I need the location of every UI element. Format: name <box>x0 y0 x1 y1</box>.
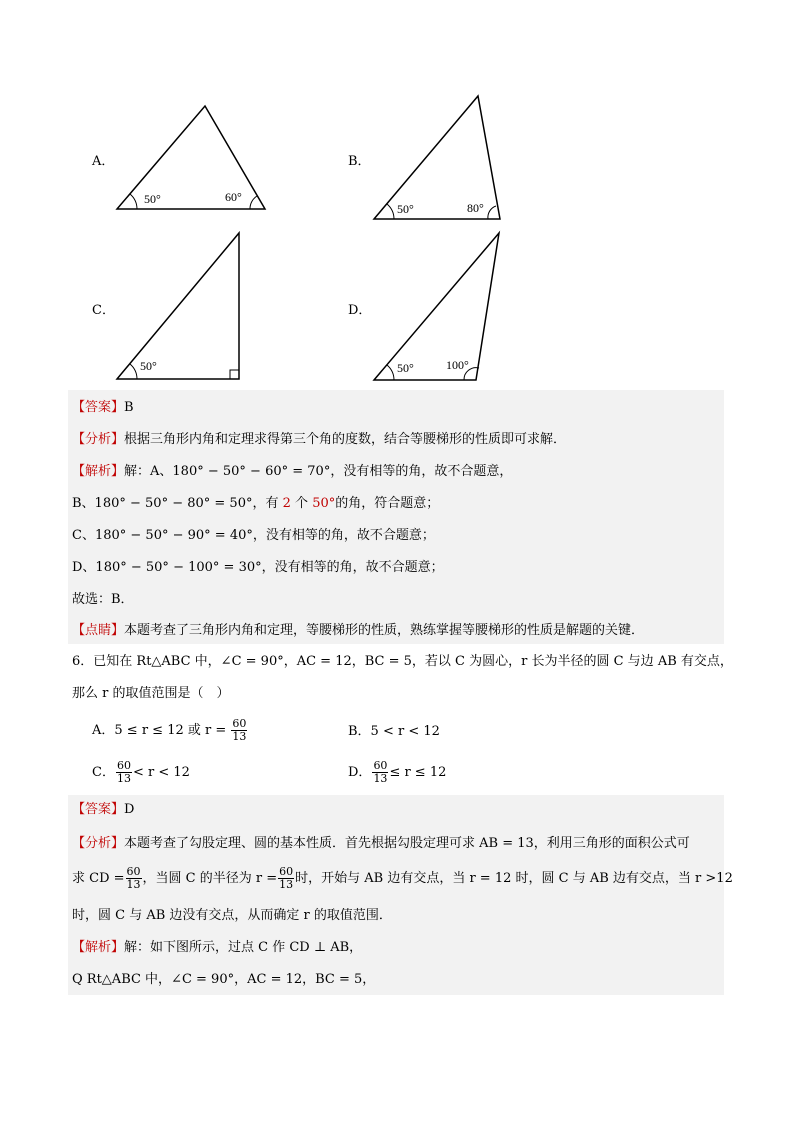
solution-text: 故选：B． <box>72 592 134 607</box>
q5-comment <box>72 621 644 641</box>
triangle-d-angle-right: 100° <box>446 358 469 372</box>
triangle-b-angle-left: 50° <box>397 202 414 216</box>
q6-stem-line-1 <box>72 652 733 672</box>
q6-solution-line-2 <box>72 970 375 990</box>
option-b-label: B． <box>348 154 371 169</box>
q5-answer <box>72 398 134 418</box>
triangle-a-angle-left: 50° <box>144 192 161 206</box>
q6-option-c <box>92 760 190 785</box>
triangle-c <box>117 233 239 379</box>
solution-text: 解：如下图所示，过点 C 作 CD ⊥ AB， <box>124 940 363 955</box>
q5-solution-line-3 <box>72 526 435 546</box>
analysis-text: 时，开始与 AB 边有交点，当 r = 12 时，圆 C 与 AB 边有交点，当 r >12 <box>295 871 733 886</box>
q6-analysis-line-2 <box>72 866 733 891</box>
analysis-text: 求 CD = <box>72 871 125 886</box>
q5-explanation-block <box>68 390 724 644</box>
option-text: A．5 ≤ r ≤ 12 或 r = <box>92 723 227 738</box>
answer-value: D <box>124 802 135 817</box>
analysis-text: 时，圆 C 与 AB 边没有交点，从而确定 r 的取值范围． <box>72 908 392 923</box>
option-a-label: A． <box>92 154 115 169</box>
triangle-figures <box>0 0 794 395</box>
option-text: ≤ r ≤ 12 <box>389 765 447 780</box>
analysis-tag: 【分析】 <box>72 432 125 447</box>
fraction: $\frac{60}{13}$ <box>279 865 294 891</box>
solution-text: D、180° − 50° − 100° = 30°，没有相等的角，故不合题意； <box>72 560 444 575</box>
option-d-label: D． <box>348 303 372 318</box>
q6-stem: 那么 r 的取值范围是（ ） <box>72 686 230 701</box>
option-c-label: C． <box>92 303 115 318</box>
q6-option-b <box>348 722 440 742</box>
q6-analysis-line-3 <box>72 906 392 926</box>
triangle-a-angle-right: 60° <box>225 190 242 204</box>
fraction: $\frac{60}{13}$ <box>373 759 388 785</box>
analysis-text: 本题考查了勾股定理、圆的基本性质．首先根据勾股定理可求 AB = 13，利用三角形的面积公式可 <box>124 836 690 851</box>
option-text: < r < 12 <box>132 765 190 780</box>
solution-tag: 【解析】 <box>72 464 125 479</box>
solution-text: 解：A、180° − 50° − 60° = 70°，没有相等的角，故不合题意， <box>124 464 513 479</box>
solution-text: 的角，符合题意； <box>335 496 440 511</box>
answer-tag: 【答案】 <box>72 802 125 817</box>
q5-solution-line-1 <box>72 462 512 482</box>
solution-text: B、180° − 50° − 80° = 50°，有 <box>72 496 279 511</box>
solution-text: Q Rt△ABC 中，∠C = 90°，AC = 12，BC = 5， <box>72 972 376 987</box>
q6-analysis-line-1 <box>72 834 690 854</box>
highlight-angle: 50° <box>312 496 336 511</box>
q5-solution-line-4 <box>72 558 444 578</box>
answer-tag: 【答案】 <box>72 400 125 415</box>
comment-tag: 【点睛】 <box>72 623 125 638</box>
analysis-tag: 【分析】 <box>72 836 125 851</box>
triangle-b-angle-right: 80° <box>467 201 484 215</box>
q5-solution-line-5 <box>72 590 134 610</box>
q6-option-a <box>92 718 248 743</box>
option-label: C． <box>92 765 115 780</box>
triangle-d <box>374 233 499 380</box>
option-text: B．5 < r < 12 <box>348 724 440 739</box>
q6-answer <box>72 800 134 820</box>
solution-text: 个 <box>295 496 309 511</box>
highlight-count: 2 <box>282 496 291 511</box>
comment-text: 本题考查了三角形内角和定理，等腰梯形的性质，熟练掌握等腰梯形的性质是解题的关键． <box>124 623 645 638</box>
answer-value: B <box>124 400 134 415</box>
fraction: $\frac{60}{13}$ <box>116 759 131 785</box>
fraction: $\frac{60}{13}$ <box>126 865 141 891</box>
q6-explanation-block <box>68 795 724 995</box>
triangle-c-angle-left: 50° <box>140 359 157 373</box>
analysis-text: ，当圆 C 的半径为 r = <box>142 871 278 886</box>
q6-option-d <box>348 760 446 785</box>
q5-solution-line-2 <box>72 494 439 514</box>
triangle-b <box>374 96 500 219</box>
solution-text: C、180° − 50° − 90° = 40°，没有相等的角，故不合题意； <box>72 528 435 543</box>
fraction: $\frac{60}{13}$ <box>232 717 247 743</box>
option-label: D． <box>348 765 372 780</box>
q6-stem: 6．已知在 Rt△ABC 中，∠C = 90°，AC = 12，BC = 5，若以 C 为圆心，r 长为半径的圆 C 与边 AB 有交点， <box>72 654 733 669</box>
q6-stem-line-2 <box>72 684 229 704</box>
triangle-a <box>117 106 265 209</box>
solution-tag: 【解析】 <box>72 940 125 955</box>
analysis-text: 根据三角形内角和定理求得第三个角的度数，结合等腰梯形的性质即可求解． <box>124 432 567 447</box>
q6-solution-line-1 <box>72 938 362 958</box>
q5-analysis <box>72 430 566 450</box>
triangle-d-angle-left: 50° <box>397 361 414 375</box>
